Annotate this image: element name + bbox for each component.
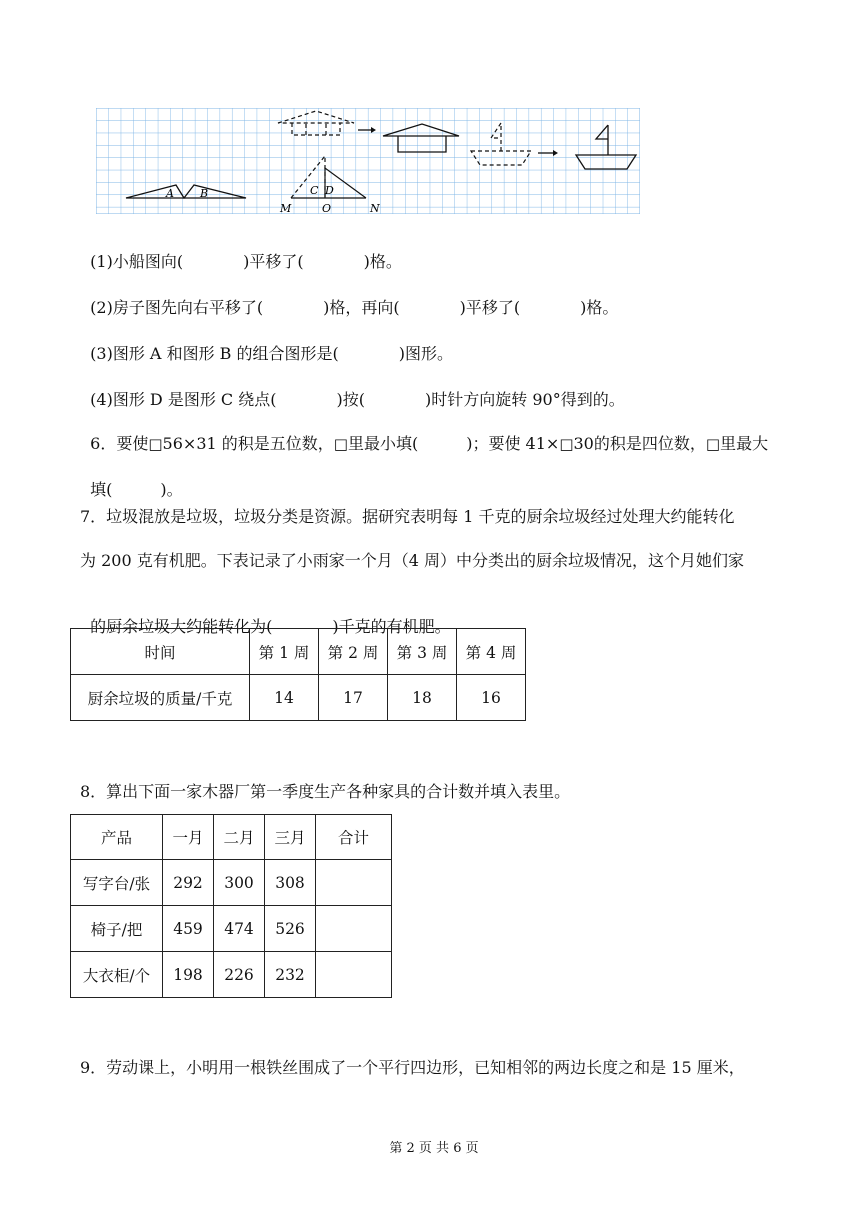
box-symbol: □ [705, 435, 721, 453]
table-row [71, 952, 392, 998]
q9-text: 9．劳动课上，小明用一根铁丝围成了一个平行四边形，已知相邻的两边长度之和是 15 厘米， [80, 1058, 745, 1077]
table-header-cell: 第 1 周 [250, 629, 319, 675]
q5-sub4 [80, 370, 625, 410]
q6-text-f: 里最大 [720, 434, 769, 453]
q6-text-b: 56×31 的积是五位数， [162, 434, 334, 453]
table-header-cell: 一月 [163, 815, 214, 860]
q5-sub3 [80, 324, 453, 364]
table-header-row [71, 815, 392, 860]
q5-sub4-text-c: )时针方向旋转 90°得到的。 [425, 390, 625, 409]
table-header-cell: 三月 [265, 815, 316, 860]
q6-text-a: 6．要使 [90, 434, 149, 453]
table-cell: 226 [214, 952, 265, 998]
table-header-cell: 第 2 周 [319, 629, 388, 675]
label-d: D [325, 184, 334, 197]
q5-sub3-text-b: )图形。 [398, 344, 453, 363]
table-header-cell: 时间 [71, 629, 250, 675]
table-row-label: 椅子/把 [71, 906, 163, 952]
q5-sub1-text-b: )平移了( [243, 252, 304, 271]
q5-sub2 [80, 278, 618, 318]
table-header-cell: 合计 [316, 815, 392, 860]
q5-sub2-text-d: )格。 [580, 298, 619, 317]
q7-line3-text-a: 的厨余垃圾大约能转化为( [90, 617, 273, 636]
total-input-cell[interactable] [316, 906, 392, 952]
q7-line3-text-b: )千克的有机肥。 [332, 617, 451, 636]
q6-text-h: )。 [160, 480, 183, 499]
box-symbol: □ [148, 435, 163, 453]
label-m: M [280, 202, 292, 214]
table-header-cell: 第 4 周 [457, 629, 526, 675]
box-symbol: □ [333, 435, 348, 453]
kitchen-waste-table [70, 628, 526, 721]
label-n: N [370, 202, 380, 214]
total-input-cell[interactable] [316, 952, 392, 998]
table-row-label: 写字台/张 [71, 860, 163, 906]
label-b: B [200, 187, 209, 200]
table-cell: 18 [388, 675, 457, 721]
label-o: O [322, 202, 332, 214]
grid-figure-svg [96, 108, 640, 214]
table-row [71, 906, 392, 952]
table-cell: 16 [457, 675, 526, 721]
table-cell: 300 [214, 860, 265, 906]
q7-line1: 7．垃圾混放是垃圾，垃圾分类是资源。据研究表明每 1 千克的厨余垃圾经过处理大约能转化 [80, 507, 735, 526]
q6-line2 [80, 460, 183, 500]
q5-sub1 [80, 232, 402, 272]
table-header-cell: 二月 [214, 815, 265, 860]
table-cell: 292 [163, 860, 214, 906]
q6-text-e: 30的积是四位数， [573, 434, 706, 453]
table-row-label: 厨余垃圾的质量/千克 [71, 675, 250, 721]
q6-line1 [80, 414, 768, 454]
table-header-row [71, 629, 526, 675]
q6-text-c: 里最小填( [347, 434, 419, 453]
table-row-label: 大衣柜/个 [71, 952, 163, 998]
q6-text-g: 填( [90, 480, 113, 499]
table-row [71, 860, 392, 906]
table-header-cell: 第 3 周 [388, 629, 457, 675]
box-symbol: □ [559, 435, 574, 453]
q5-sub4-text-a: (4)图形 D 是图形 C 绕点( [90, 390, 277, 409]
q5-sub2-text-b: )格，再向( [323, 298, 400, 317]
q5-sub1-text-a: (1)小船图向( [90, 252, 184, 271]
table-header-cell: 产品 [71, 815, 163, 860]
q5-sub2-text-a: (2)房子图先向右平移了( [90, 298, 264, 317]
q6-text-d: )；要使 41× [466, 434, 560, 453]
translation-rotation-figure [96, 108, 640, 214]
q5-sub1-text-c: )格。 [363, 252, 402, 271]
table-cell: 14 [250, 675, 319, 721]
q5-sub3-text-a: (3)图形 A 和图形 B 的组合图形是( [90, 344, 339, 363]
q5-sub2-text-c: )平移了( [459, 298, 521, 317]
table-cell: 459 [163, 906, 214, 952]
table-row [71, 675, 526, 721]
q7-line2: 为 200 克有机肥。下表记录了小雨家一个月（4 周）中分类出的厨余垃圾情况，这个月她们家 [80, 551, 744, 570]
label-a: A [166, 187, 174, 200]
label-c: C [310, 184, 319, 197]
q5-sub4-text-b: )按( [336, 390, 365, 409]
table-cell: 17 [319, 675, 388, 721]
table-cell: 198 [163, 952, 214, 998]
table-cell: 308 [265, 860, 316, 906]
table-cell: 474 [214, 906, 265, 952]
page-footer: 第 2 页 共 6 页 [389, 1141, 479, 1156]
furniture-production-table [70, 814, 392, 998]
q8-text: 8．算出下面一家木器厂第一季度生产各种家具的合计数并填入表里。 [80, 782, 571, 801]
total-input-cell[interactable] [316, 860, 392, 906]
table-cell: 526 [265, 906, 316, 952]
table-cell: 232 [265, 952, 316, 998]
